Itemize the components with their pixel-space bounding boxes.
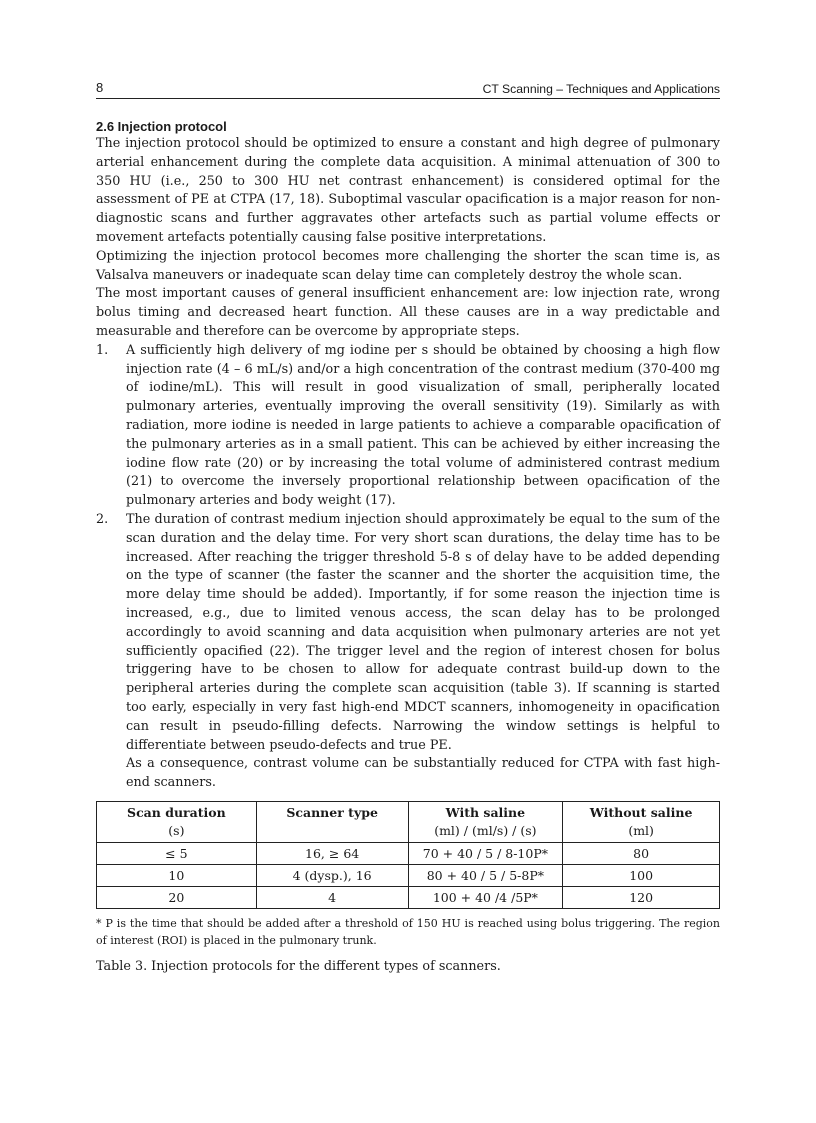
table-cell: 4 [256, 886, 408, 908]
list-item [96, 342, 720, 511]
section-heading: 2.6 Injection protocol [96, 119, 227, 134]
list-item-text: A sufficiently high delivery of mg iodine per s should be obtained by choosing a high flow injection rate (4 – 6 mL/s) and/or a high concentration of the contrast medium (370-400 mg of iodine/mL). This will result in good visualization of small, peripherally located pulmonary arteries, eventually improving the overall sensitivity (19). Similarly as with radiation, more iodine is needed in large patients to achieve a comparable opacification of the pulmonary arteries as in a small patient. This can be achieved by either increasing the iodine flow rate (20) or by increasing the total volume of administered contrast medium (21) to overcome the inversely proportional relationship between opacification of the pulmonary arteries and body weight (17). [126, 342, 720, 509]
running-title: CT Scanning – Techniques and Applications [482, 82, 720, 96]
table-cell: 4 (dysp.), 16 [256, 864, 408, 886]
paragraph-2: Optimizing the injection protocol becomes more challenging the shorter the scan time is, as Valsalva maneuvers or inadequate scan delay time can completely destroy the whole scan. [96, 248, 720, 283]
list-item-continuation: As a consequence, contrast volume can be substantially reduced for CTPA with fast high-end scanners. [126, 756, 720, 791]
table-cell: 100 + 40 /4 /5P* [408, 886, 563, 908]
table-row [97, 886, 720, 908]
table-cell: ≤ 5 [97, 842, 257, 864]
section-body [96, 135, 720, 793]
table-cell: 10 [97, 864, 257, 886]
table-header-row [97, 801, 720, 842]
paragraph-3: The most important causes of general insufficient enhancement are: low injection rate, wrong bolus timing and decreased heart function. All these causes are in a way predictable and measurable and therefore can be overcome by appropriate steps. [96, 286, 720, 339]
paragraph-1: The injection protocol should be optimized to ensure a constant and high degree of pulmonary arterial enhancement during the complete data acquisition. A minimal attenuation of 300 to 350 HU (i.e., 250 to 300 HU net contrast enhancement) is considered optimal for the assessment of PE at CTPA (17, 18). Suboptimal vascular opacification is a major reason for non-diagnostic scans and further aggravates other artefacts such as partial volume effects or movement artefacts potentially causing false positive interpretations. [96, 136, 720, 245]
table-header-cell: Scanner type [256, 801, 408, 842]
table-row [97, 842, 720, 864]
page-number: 8 [96, 80, 104, 95]
table-footnote: * P is the time that should be added after a threshold of 150 HU is reached using bolus triggering. The region of interest (ROI) is placed in the pulmonary trunk. [96, 916, 720, 948]
numbered-list [96, 342, 720, 793]
list-item-number: 1. [96, 342, 109, 358]
page-header [96, 78, 720, 99]
list-item-text: The duration of contrast medium injection should approximately be equal to the sum of the scan duration and the delay time. For very short scan durations, the delay time has to be increased. After reaching the trigger threshold 5-8 s of delay have to be added depending on the type of scanner (the faster the scanner and the shorter the acquisition time, the more delay time should be added). Importantly, if for some reason the injection time is increased, e.g., due to limited venous access, the scan delay has to be prolonged accordingly to avoid scanning and data acquisition when pulmonary arteries are not yet sufficiently opacified (22). The trigger level and the region of interest chosen for bolus triggering have to be chosen to allow for adequate contrast build-up down to the peripheral arteries during the complete scan acquisition (table 3). If scanning is started too early, especially in very fast high-end MDCT scanners, inhomogeneity in opacification can result in pseudo-filling defects. Narrowing the window settings is helpful to differentiate between pseudo-defects and true PE. [126, 511, 720, 753]
table-row [97, 864, 720, 886]
table-cell: 70 + 40 / 5 / 8-10P* [408, 842, 563, 864]
protocol-table [96, 801, 720, 909]
list-item-number: 2. [96, 511, 109, 527]
list-item [96, 511, 720, 793]
table-header-cell: With saline (ml) / (ml/s) / (s) [408, 801, 563, 842]
table-cell: 16, ≥ 64 [256, 842, 408, 864]
table-cell: 100 [563, 864, 720, 886]
table-cell: 120 [563, 886, 720, 908]
table-cell: 20 [97, 886, 257, 908]
table-header-cell: Scan duration (s) [97, 801, 257, 842]
table-cell: 80 [563, 842, 720, 864]
table-header-cell: Without saline (ml) [563, 801, 720, 842]
table-cell: 80 + 40 / 5 / 5-8P* [408, 864, 563, 886]
table-caption: Table 3. Injection protocols for the different types of scanners. [96, 958, 501, 974]
page [96, 78, 720, 976]
